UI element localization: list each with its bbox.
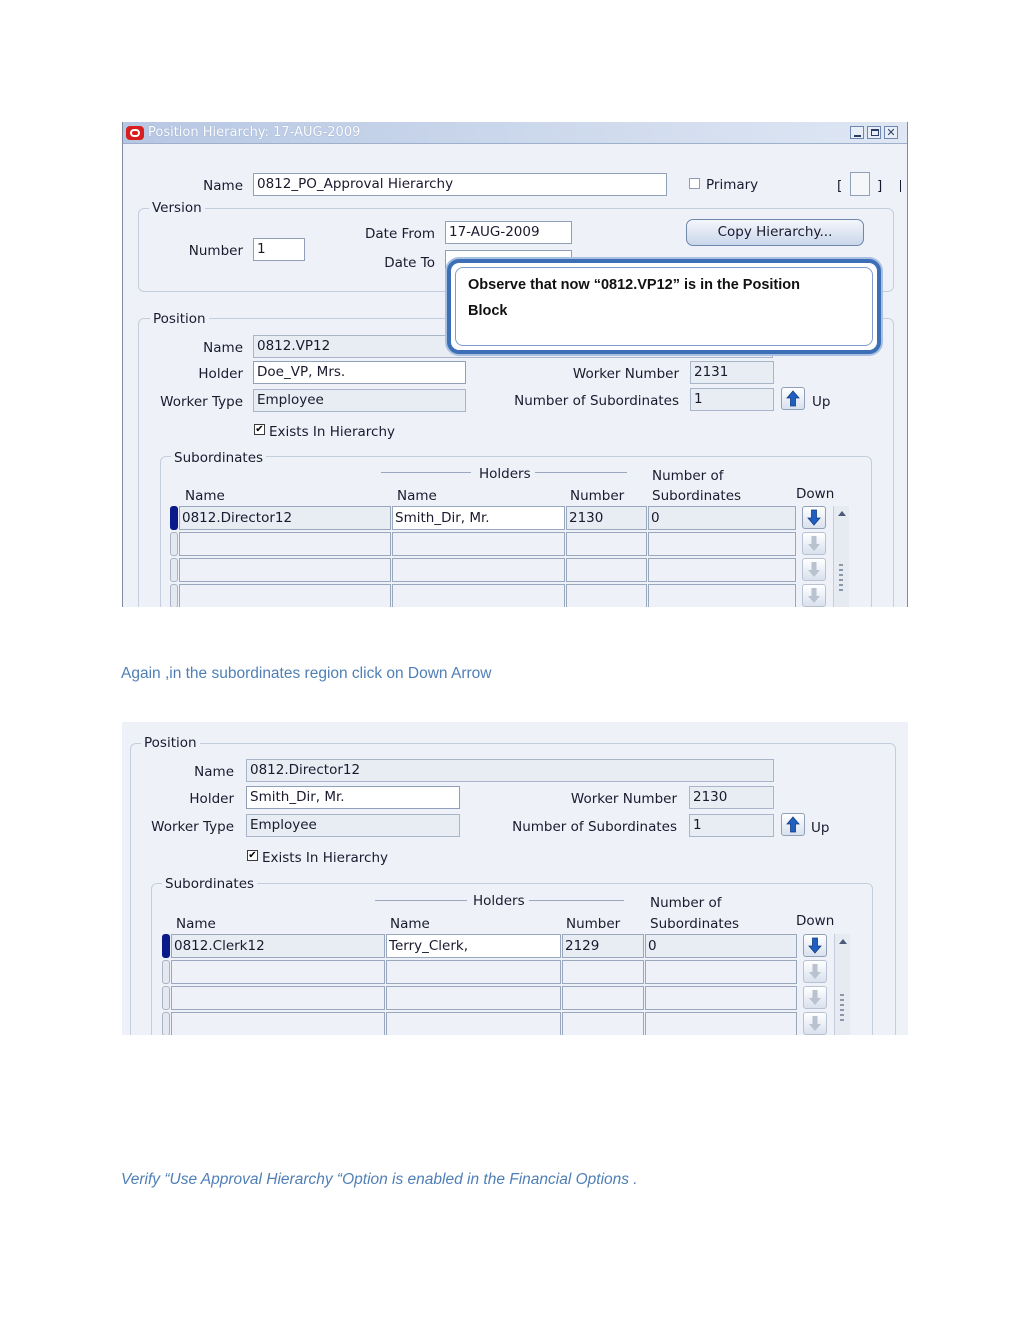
- primary-label: Primary: [706, 177, 759, 193]
- up-arrow-button[interactable]: [781, 813, 805, 836]
- sub-name-cell[interactable]: 0812.Clerk12: [171, 934, 385, 958]
- sub-number-cell[interactable]: [562, 960, 644, 984]
- holder-field[interactable]: Smith_Dir, Mr.: [246, 786, 460, 809]
- down-arrow-button-disabled[interactable]: [802, 584, 826, 607]
- window-title-bar: [123, 122, 907, 144]
- holders-rule-left: [381, 472, 471, 473]
- up-label: Up: [811, 820, 830, 836]
- screenshot-position-hierarchy: [122, 122, 908, 607]
- down-arrow-button-disabled[interactable]: [803, 960, 827, 983]
- worker-number-field[interactable]: 2130: [689, 786, 774, 809]
- sub-subs-cell[interactable]: 0: [645, 934, 797, 958]
- down-arrow-button[interactable]: [802, 506, 826, 529]
- worker-type-field[interactable]: Employee: [246, 814, 460, 837]
- down-arrow-icon: [804, 987, 826, 1008]
- row-indicator[interactable]: [162, 960, 170, 984]
- up-arrow-icon: [782, 814, 804, 835]
- col-holder-name-label: Name: [390, 916, 430, 932]
- holders-rule-left: [375, 900, 467, 901]
- position-name-label: Name: [203, 340, 243, 356]
- holder-label: Holder: [198, 366, 243, 382]
- bracket-open: [: [837, 178, 843, 194]
- down-arrow-icon: [804, 935, 826, 956]
- row-indicator[interactable]: [170, 532, 178, 556]
- sub-name-cell[interactable]: [179, 584, 391, 607]
- holders-rule-right: [535, 472, 627, 473]
- scroll-grip-icon[interactable]: [840, 994, 844, 1024]
- close-icon[interactable]: ✕: [884, 126, 898, 139]
- sub-holder-cell[interactable]: Smith_Dir, Mr.: [392, 506, 565, 530]
- sub-name-cell[interactable]: [171, 986, 385, 1010]
- descriptive-flexfield[interactable]: [850, 172, 870, 196]
- verify-caption: Verify “Use Approval Hierarchy “Option is enabled in the Financial Options .: [121, 1171, 638, 1188]
- sub-holder-cell[interactable]: [386, 986, 561, 1010]
- row-indicator[interactable]: [162, 1012, 170, 1035]
- maximize-icon[interactable]: [867, 126, 881, 139]
- col-numsub-label-2: Subordinates: [650, 916, 740, 932]
- row-indicator[interactable]: [170, 558, 178, 582]
- down-arrow-button-disabled[interactable]: [802, 558, 826, 581]
- holder-field[interactable]: Doe_VP, Mrs.: [253, 361, 466, 384]
- row-indicator[interactable]: [170, 584, 178, 607]
- primary-checkbox[interactable]: [689, 178, 700, 189]
- sub-holder-cell[interactable]: [392, 532, 565, 556]
- sub-subs-cell[interactable]: [645, 1012, 797, 1035]
- sub-name-cell[interactable]: 0812.Director12: [179, 506, 391, 530]
- subordinates-scrollbar[interactable]: [834, 934, 850, 1035]
- col-name-label: Name: [185, 488, 225, 504]
- oracle-logo-icon: [126, 126, 144, 140]
- date-from-label: Date From: [364, 226, 435, 242]
- subordinates-scrollbar[interactable]: [833, 506, 849, 607]
- col-number-label: Number: [566, 916, 621, 932]
- screenshot-position-block: [122, 722, 908, 1035]
- version-number-label: Number: [188, 243, 243, 259]
- down-arrow-button-disabled[interactable]: [803, 1012, 827, 1035]
- worker-number-field[interactable]: 2131: [690, 361, 774, 384]
- sub-number-cell[interactable]: [562, 986, 644, 1010]
- hierarchy-name-field[interactable]: 0812_PO_Approval Hierarchy: [253, 173, 667, 196]
- position-title: Position: [150, 311, 209, 327]
- col-numsub-label-1: Number of: [650, 895, 722, 911]
- down-arrow-icon: [803, 533, 825, 554]
- col-holder-name-label: Name: [397, 488, 437, 504]
- sub-number-cell[interactable]: 2130: [566, 506, 647, 530]
- sub-number-cell[interactable]: [562, 1012, 644, 1035]
- exists-in-hierarchy-checkbox[interactable]: ✔: [248, 850, 257, 861]
- sub-name-cell[interactable]: [171, 1012, 385, 1035]
- col-name-label: Name: [176, 916, 216, 932]
- callout-text-line2: Block: [468, 303, 508, 319]
- down-arrow-button-disabled[interactable]: [802, 532, 826, 555]
- down-arrow-icon: [803, 585, 825, 606]
- position-name-field[interactable]: 0812.Director12: [246, 759, 774, 782]
- holders-label: Holders: [473, 893, 525, 909]
- sub-number-cell[interactable]: 2129: [562, 934, 644, 958]
- num-subordinates-label: Number of Subordinates: [514, 393, 679, 409]
- hierarchy-name-label: Name: [203, 178, 243, 194]
- down-arrow-icon: [804, 1013, 826, 1034]
- exists-in-hierarchy-label: Exists In Hierarchy: [262, 850, 389, 866]
- copy-hierarchy-label: Copy Hierarchy...: [717, 224, 833, 240]
- window-title: Position Hierarchy: 17-AUG-2009: [148, 125, 361, 140]
- position-name-label: Name: [194, 764, 234, 780]
- scroll-up-icon[interactable]: [835, 935, 851, 949]
- worker-type-field[interactable]: Employee: [253, 389, 466, 412]
- sub-number-cell[interactable]: [566, 584, 647, 607]
- exists-in-hierarchy-label: Exists In Hierarchy: [269, 424, 396, 440]
- exists-in-hierarchy-checkbox[interactable]: ✔: [255, 424, 264, 435]
- num-subordinates-field[interactable]: 1: [690, 388, 774, 411]
- num-subordinates-label: Number of Subordinates: [512, 819, 677, 835]
- sub-holder-cell[interactable]: [392, 584, 565, 607]
- sub-name-cell[interactable]: [179, 558, 391, 582]
- copy-hierarchy-button[interactable]: [686, 219, 864, 246]
- holder-label: Holder: [189, 791, 234, 807]
- sub-subs-cell[interactable]: [648, 558, 796, 582]
- scroll-up-icon[interactable]: [834, 507, 850, 521]
- worker-type-label: Worker Type: [151, 819, 234, 835]
- sub-number-cell[interactable]: [566, 558, 647, 582]
- version-title: Version: [149, 200, 205, 216]
- sub-holder-cell[interactable]: [386, 960, 561, 984]
- sub-name-cell[interactable]: [171, 960, 385, 984]
- col-numsub-label-2: Subordinates: [652, 488, 742, 504]
- date-to-label: Date To: [384, 255, 435, 271]
- version-number-field[interactable]: 1: [253, 238, 305, 261]
- down-arrow-icon: [804, 961, 826, 982]
- worker-number-label: Worker Number: [572, 366, 679, 382]
- down-arrow-icon: [803, 507, 825, 528]
- sub-subs-cell[interactable]: [648, 584, 796, 607]
- scroll-grip-icon[interactable]: [839, 564, 843, 592]
- sub-holder-cell[interactable]: [392, 558, 565, 582]
- sub-holder-cell[interactable]: [386, 1012, 561, 1035]
- num-subordinates-field[interactable]: 1: [689, 814, 774, 837]
- up-arrow-icon: [782, 388, 804, 409]
- row-indicator-current[interactable]: [170, 506, 178, 530]
- bracket-close: ]: [877, 178, 883, 194]
- position-title: Position: [141, 735, 200, 751]
- down-arrow-button-disabled[interactable]: [803, 986, 827, 1009]
- sub-number-cell[interactable]: [566, 532, 647, 556]
- sub-subs-cell[interactable]: [645, 960, 797, 984]
- subordinates-title: Subordinates: [171, 450, 266, 466]
- down-arrow-icon: [803, 559, 825, 580]
- down-arrow-button[interactable]: [803, 934, 827, 957]
- up-label: Up: [812, 394, 831, 410]
- minimize-icon[interactable]: [850, 126, 864, 139]
- row-indicator-current[interactable]: [162, 934, 170, 958]
- worker-type-label: Worker Type: [160, 394, 243, 410]
- holders-label: Holders: [479, 466, 531, 482]
- col-down-label: Down: [796, 913, 835, 929]
- worker-number-label: Worker Number: [570, 791, 677, 807]
- position-name-field[interactable]: 0812.VP12: [253, 335, 773, 358]
- holders-rule-right: [529, 900, 624, 901]
- sub-holder-cell[interactable]: Terry_Clerk,: [386, 934, 561, 958]
- sub-subs-cell[interactable]: [645, 986, 797, 1010]
- sub-subs-cell[interactable]: 0: [648, 506, 796, 530]
- sub-subs-cell[interactable]: [648, 532, 796, 556]
- col-number-label: Number: [570, 488, 625, 504]
- instruction-caption: Again ,in the subordinates region click on Down Arrow: [121, 665, 492, 682]
- date-from-field[interactable]: 17-AUG-2009: [445, 221, 572, 244]
- callout-box: [447, 259, 881, 354]
- row-indicator[interactable]: [162, 986, 170, 1010]
- subordinates-title: Subordinates: [162, 876, 257, 892]
- col-down-label: Down: [796, 486, 835, 502]
- scroll-edge: [900, 180, 901, 192]
- sub-name-cell[interactable]: [179, 532, 391, 556]
- col-numsub-label-1: Number of: [652, 468, 724, 484]
- up-arrow-button[interactable]: [781, 387, 805, 410]
- callout-text-line1: Observe that now “0812.VP12” is in the Position: [468, 277, 800, 293]
